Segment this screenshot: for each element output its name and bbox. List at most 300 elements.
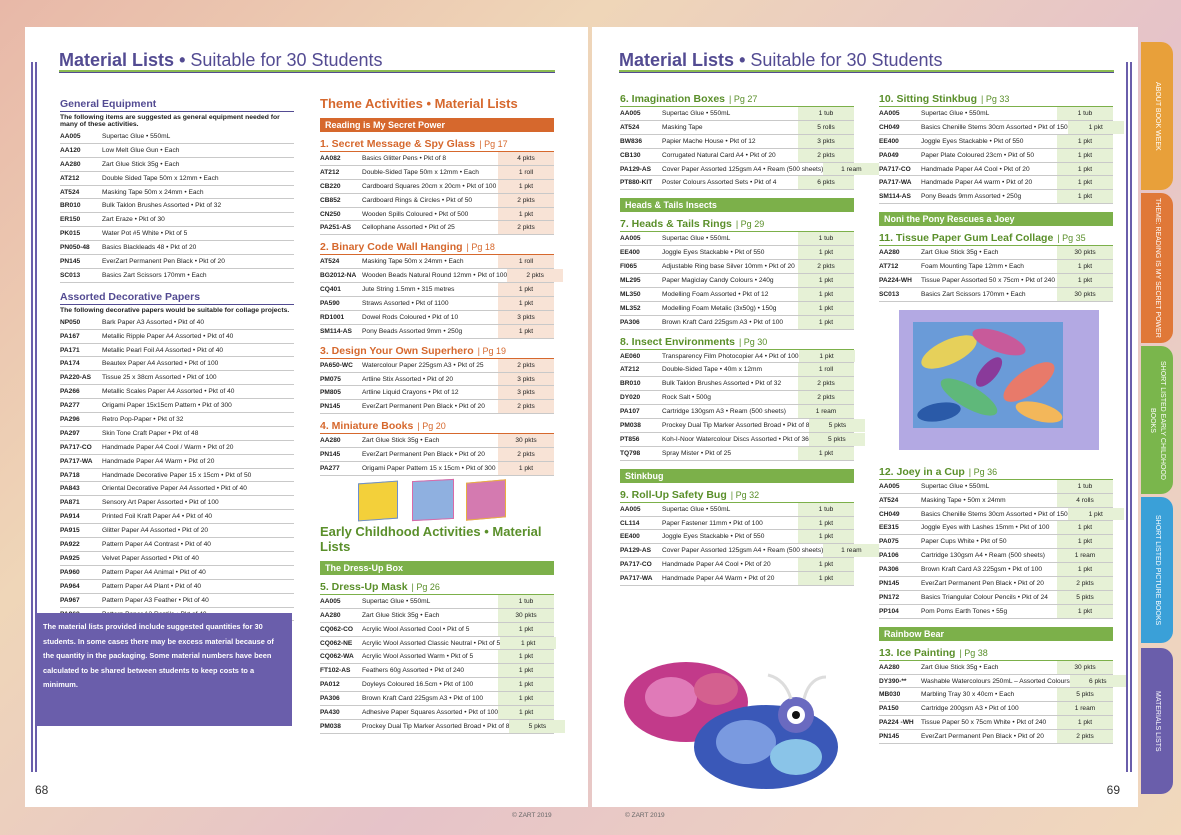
- product-description: Basics Blackleads 48 • Pkt of 20: [102, 244, 197, 252]
- product-code: SC013: [879, 290, 900, 298]
- product-description: Adjustable Ring base Silver 10mm • Pkt of 20: [662, 263, 795, 271]
- product-description: Retro Pop-Paper • Pkt of 32: [102, 416, 184, 424]
- product-code: PA717-CO: [60, 443, 92, 451]
- product-code: AE060: [620, 352, 641, 360]
- product-description: Koh-I-Noor Watercolour Discs Assorted • Pkt of 36: [662, 435, 809, 443]
- quantity: 6 pkts: [1070, 675, 1126, 688]
- product-description: Joggle Eyes Stackable • Pkt of 550: [662, 249, 765, 257]
- table-row: [60, 255, 294, 269]
- table-row: [60, 594, 294, 608]
- product-code: BR010: [620, 380, 641, 388]
- quantity: 1 pkt: [498, 462, 554, 475]
- table-row: [320, 208, 554, 222]
- product-code: EE315: [879, 524, 899, 532]
- product-code: PM805: [320, 389, 341, 397]
- product-code: EE400: [620, 533, 640, 541]
- item-list: [620, 232, 854, 329]
- product-code: AA005: [620, 110, 641, 117]
- product-code: PA717-CO: [879, 165, 911, 173]
- table-row: [879, 730, 1113, 744]
- item-list: [320, 595, 554, 734]
- page-border-line: [1126, 62, 1128, 772]
- product-code: AA280: [879, 663, 900, 671]
- quantity: 30 pkts: [498, 434, 554, 447]
- table-row: [879, 716, 1113, 730]
- product-code: AT712: [879, 263, 899, 271]
- quantity: 2 pkts: [798, 391, 854, 404]
- product-description: Dowel Rods Coloured • Pkt of 10: [362, 313, 459, 321]
- product-description: Spray Mister • Pkt of 25: [662, 449, 732, 457]
- table-row: [620, 503, 854, 517]
- quantity: 1 tub: [798, 232, 854, 245]
- tab-picture-books[interactable]: SHORT LISTED PICTURE BOOKS: [1141, 497, 1173, 643]
- section-band: Stinkbug: [620, 469, 854, 483]
- quantity: 1 tub: [1057, 480, 1113, 493]
- product-code: PN145: [879, 580, 900, 588]
- table-row: [879, 661, 1113, 675]
- quantity: 2 pkts: [798, 149, 854, 162]
- product-code: PA129-AS: [620, 165, 652, 173]
- table-row: [620, 419, 854, 433]
- product-code: BG2012-NA: [320, 272, 357, 280]
- product-description: EverZart Permanent Pen Black • Pkt of 20: [362, 451, 485, 459]
- quantity: 1 ream: [823, 544, 879, 557]
- product-code: CQ062-NE: [320, 639, 353, 647]
- table-row: [620, 135, 854, 149]
- table-row: [879, 675, 1113, 689]
- product-code: AA280: [60, 160, 81, 168]
- product-description: Prockey Dual Tip Marker Assorted Broad • Pkt of 8: [662, 422, 810, 430]
- product-code: AA005: [60, 133, 81, 140]
- table-row: [620, 544, 862, 558]
- quantity: 1 pkt: [498, 297, 554, 310]
- product-code: CB130: [620, 151, 641, 159]
- table-row: [320, 434, 554, 448]
- quantity: 1 tub: [498, 595, 554, 608]
- table-row: [879, 563, 1113, 577]
- product-code: PA306: [620, 318, 640, 326]
- quantity: 1 roll: [798, 363, 854, 376]
- table-row: [879, 591, 1113, 605]
- product-code: ER150: [60, 216, 81, 224]
- table-row: [60, 158, 294, 172]
- table-row: [60, 469, 294, 483]
- item-list: [620, 503, 862, 586]
- item-list: [879, 107, 1113, 204]
- item-list: [879, 480, 1113, 619]
- product-code: PA150: [879, 705, 899, 713]
- quantity: 1 pkt: [1057, 563, 1113, 576]
- table-row: [879, 480, 1113, 494]
- table-row: [320, 152, 554, 166]
- quantity: 1 pkt: [1057, 190, 1113, 203]
- quantity: 1 pkt: [1057, 135, 1113, 148]
- product-description: Oriental Decorative Paper A4 Assorted • Pkt of 40: [102, 485, 247, 493]
- product-description: Velvet Paper Assorted • Pkt of 40: [102, 554, 199, 562]
- quantity: 3 pkts: [798, 135, 854, 148]
- product-description: Marbling Tray 30 x 40cm • Each: [921, 691, 1015, 699]
- product-description: Jute String 1.5mm • 315 metres: [362, 286, 455, 294]
- product-description: EverZart Permanent Pen Black • Pkt of 20: [362, 403, 485, 411]
- product-description: Bulk Taklon Brushes Assorted • Pkt of 32: [662, 380, 782, 388]
- table-row: [879, 508, 1113, 522]
- product-description: Poster Colours Assorted Sets • Pkt of 4: [662, 179, 777, 187]
- product-description: Handmade Paper A4 Warm • Pkt of 20: [102, 457, 215, 465]
- table-row: [60, 357, 294, 371]
- product-description: EverZart Permanent Pen Black • Pkt of 20: [921, 580, 1044, 588]
- quantity: 1 pkt: [498, 208, 554, 221]
- product-code: PT856: [620, 435, 640, 443]
- product-description: Transparency Film Photocopier A4 • Pkt of 100: [662, 352, 799, 360]
- product-code: PA590: [320, 300, 340, 308]
- table-row: [879, 107, 1113, 121]
- product-description: Zart Glue Stick 35g • Each: [362, 611, 440, 619]
- table-row: [60, 269, 294, 283]
- product-code: PA914: [60, 513, 80, 521]
- product-description: Artline Stix Assorted • Pkt of 20: [362, 375, 453, 383]
- quantity: 1 pkt: [798, 274, 854, 287]
- item-list: [320, 152, 554, 235]
- product-code: PN050-48: [60, 244, 90, 252]
- quantity: 2 pkts: [498, 448, 554, 461]
- product-code: AA005: [620, 235, 641, 243]
- product-code: AT212: [620, 366, 640, 374]
- product-code: DY390-**: [879, 677, 907, 685]
- product-description: Basics Chenille Stems 30cm Assorted • Pkt of 150: [921, 510, 1068, 518]
- product-code: ML350: [620, 290, 641, 298]
- activity-heading: 10. Sitting Stinkbug | Pg 33: [879, 93, 1113, 107]
- section-heading: Assorted Decorative Papers: [60, 291, 294, 305]
- section-heading: General Equipment: [60, 98, 294, 112]
- product-code: AA005: [879, 110, 900, 117]
- quantity: 1 pkt: [498, 706, 554, 719]
- product-code: AA005: [879, 482, 900, 490]
- product-description: Pony Beads Assorted 9mm • 250g: [362, 327, 463, 335]
- quantity: 2 pkts: [1057, 577, 1113, 590]
- product-code: PA915: [60, 527, 80, 535]
- table-row: [879, 688, 1113, 702]
- product-code: AA280: [320, 611, 341, 619]
- product-code: PA306: [879, 566, 899, 574]
- quantity: 5 pkts: [809, 419, 865, 432]
- product-code: PA107: [620, 408, 640, 416]
- table-row: [60, 482, 294, 496]
- table-row: [320, 194, 554, 208]
- quantity: 1 ream: [1057, 549, 1113, 562]
- quantity: 1 pkt: [1057, 521, 1113, 534]
- tab-about-book-week[interactable]: ABOUT BOOK WEEK: [1141, 42, 1173, 190]
- table-row: [320, 359, 554, 373]
- table-row: [620, 558, 854, 572]
- activity-heading: 2. Binary Code Wall Hanging | Pg 18: [320, 241, 554, 255]
- quantity: 1 tub: [1057, 107, 1113, 120]
- table-row: [60, 144, 294, 158]
- quantity: 1 pkt: [798, 302, 854, 315]
- item-list: [320, 359, 554, 415]
- product-description: Low Melt Glue Gun • Each: [102, 146, 180, 154]
- table-row: [60, 524, 294, 538]
- product-description: Double-Sided Tape • 40m x 12mm: [662, 366, 763, 374]
- product-code: PA960: [60, 568, 80, 576]
- quantity: 4 pkts: [498, 152, 554, 165]
- product-code: PN172: [879, 593, 900, 601]
- table-row: [320, 664, 554, 678]
- table-row: [320, 623, 554, 637]
- product-description: Zart Glue Stick 35g • Each: [362, 437, 440, 445]
- activity-heading: 13. Ice Painting | Pg 38: [879, 647, 1113, 661]
- table-row: [60, 580, 294, 594]
- page-number: 69: [1106, 783, 1120, 797]
- product-description: Brown Kraft Card A3 225gsm • Pkt of 100: [921, 566, 1043, 574]
- activity-heading: 7. Heads & Tails Rings | Pg 29: [620, 218, 854, 232]
- table-row: [60, 330, 294, 344]
- product-code: BW836: [620, 137, 642, 145]
- product-description: Modelling Foam Assorted • Pkt of 12: [662, 290, 769, 298]
- left-column: [60, 92, 294, 621]
- product-code: PK015: [60, 230, 81, 238]
- quantity: 2 pkts: [498, 221, 554, 234]
- activity-heading: 11. Tissue Paper Gum Leaf Collage | Pg 35: [879, 232, 1113, 246]
- table-row: [620, 405, 854, 419]
- product-code: PA922: [60, 541, 80, 549]
- quantity: 5 pkts: [509, 720, 565, 733]
- product-description: Supertac Glue • 550mL: [662, 235, 731, 243]
- table-row: [620, 121, 854, 135]
- product-code: AT524: [879, 496, 899, 504]
- product-code: PA106: [879, 552, 899, 560]
- table-row: [320, 609, 554, 623]
- table-row: [879, 260, 1113, 274]
- page-title: Material Lists • Suitable for 30 Students: [619, 50, 943, 70]
- tab-materials-lists[interactable]: MATERIALS LISTS: [1141, 648, 1173, 794]
- table-row: [620, 163, 862, 177]
- table-row: [60, 213, 294, 227]
- table-row: [60, 496, 294, 510]
- product-description: Handmade Decorative Paper 15 x 15cm • Pkt of 50: [102, 471, 252, 479]
- table-row: [320, 448, 554, 462]
- table-row: [320, 678, 554, 692]
- table-row: [879, 549, 1113, 563]
- product-description: Adhesive Paper Squares Assorted • Pkt of 100: [362, 709, 499, 717]
- quantity: 1 pkt: [1057, 535, 1113, 548]
- product-code: PA718: [60, 471, 80, 479]
- quantity: 2 pkts: [798, 377, 854, 390]
- table-row: [320, 692, 554, 706]
- quantity: 1 pkt: [798, 558, 854, 571]
- product-code: AA280: [320, 437, 341, 445]
- table-row: [620, 246, 854, 260]
- table-row: [60, 566, 294, 580]
- product-code: RD1001: [320, 313, 345, 321]
- product-description: Cover Paper Assorted 125gsm A4 • Ream (500 sheets): [662, 547, 824, 555]
- product-code: PA075: [879, 538, 899, 546]
- table-row: [879, 605, 1113, 619]
- product-code: CH049: [879, 510, 900, 518]
- quantity: 5 pkts: [1057, 591, 1113, 604]
- table-row: [60, 199, 294, 213]
- table-row: [620, 377, 854, 391]
- product-code: FT102-AS: [320, 667, 351, 675]
- gum-leaf-collage-illustration: [879, 302, 1113, 460]
- table-row: [879, 149, 1113, 163]
- right-column-2: [879, 87, 1113, 744]
- product-code: PA306: [320, 695, 340, 703]
- table-row: [879, 190, 1113, 204]
- title-rule: [59, 70, 555, 73]
- table-row: [320, 269, 554, 283]
- table-row: [879, 288, 1113, 302]
- collage-image: [879, 302, 1113, 460]
- quantity: 30 pkts: [1057, 661, 1113, 674]
- table-row: [60, 441, 294, 455]
- product-code: PA297: [60, 429, 80, 437]
- product-code: PA012: [320, 681, 340, 689]
- product-description: Masking Tape: [662, 123, 703, 131]
- product-description: Masking Tape • 50m x 24mm: [921, 496, 1006, 504]
- table-row: [60, 427, 294, 441]
- right-page: [592, 27, 1138, 807]
- quantity: 1 tub: [798, 503, 854, 516]
- miniature-books-illustration: [320, 476, 554, 522]
- footer-copyright: © ZART 2019: [625, 812, 665, 819]
- product-code: ML295: [620, 277, 641, 285]
- product-code: PM038: [320, 722, 341, 730]
- quantity: 1 pkt: [798, 288, 854, 301]
- product-code: AA005: [620, 505, 641, 513]
- quantity: 1 pkt: [1057, 605, 1113, 618]
- quantity: 1 pkt: [1068, 508, 1124, 521]
- product-description: Handmade Paper A4 warm • Pkt of 20: [921, 179, 1033, 187]
- table-row: [620, 391, 854, 405]
- item-list: [879, 246, 1113, 302]
- product-description: Acrylic Wool Assorted Cool • Pkt of 5: [362, 625, 470, 633]
- table-row: [620, 176, 854, 190]
- table-row: [320, 400, 554, 414]
- product-code: SM114-AS: [879, 193, 911, 201]
- table-row: [620, 260, 854, 274]
- product-description: Cartridge 200gsm A3 • Pkt of 100: [921, 705, 1019, 713]
- quantity: 1 pkt: [498, 664, 554, 677]
- theme-column: [320, 92, 554, 734]
- right-column-1: [620, 87, 862, 586]
- product-description: Paper Plate Coloured 23cm • Pkt of 50: [921, 151, 1034, 159]
- product-code: AT212: [60, 174, 80, 182]
- table-row: [620, 530, 854, 544]
- product-description: Prockey Dual Tip Marker Assorted Broad • Pkt of 8: [362, 722, 510, 730]
- product-description: Rock Salt • 500g: [662, 394, 711, 402]
- table-row: [320, 221, 554, 235]
- product-description: Supertac Glue • 550mL: [102, 133, 171, 140]
- product-description: Supertac Glue • 550mL: [921, 482, 990, 490]
- product-code: PA430: [320, 709, 340, 717]
- table-row: [879, 535, 1113, 549]
- table-row: [320, 325, 554, 339]
- product-description: Paper Cups White • Pkt of 50: [921, 538, 1007, 546]
- product-code: NP050: [60, 318, 81, 326]
- table-row: [620, 288, 854, 302]
- product-description: Pom Poms Earth Tones • 55g: [921, 607, 1008, 615]
- quantity: 1 pkt: [498, 692, 554, 705]
- quantity: 30 pkts: [1057, 288, 1113, 301]
- table-row: [879, 702, 1113, 716]
- tab-theme[interactable]: THEME: READING IS MY SECRET POWER: [1141, 193, 1173, 343]
- product-description: Joggle Eyes Stackable • Pkt of 550: [921, 137, 1024, 145]
- quantity: 1 pkt: [498, 678, 554, 691]
- product-description: Sensory Art Paper Assorted • Pkt of 100: [102, 499, 219, 507]
- quantity: 1 pkt: [798, 530, 854, 543]
- table-row: [620, 447, 854, 461]
- table-row: [879, 135, 1113, 149]
- item-list: [60, 316, 294, 622]
- product-description: Brown Kraft Card 225gsm A3 • Pkt of 100: [362, 695, 484, 703]
- product-description: Zart Glue Stick 35g • Each: [921, 663, 999, 671]
- product-description: Tissue 25 x 38cm Assorted • Pkt of 100: [102, 374, 217, 382]
- table-row: [60, 316, 294, 330]
- product-code: PA220-AS: [60, 374, 92, 382]
- quantity: 1 pkt: [498, 180, 554, 193]
- product-description: Foam Mounting Tape 12mm • Each: [921, 263, 1024, 271]
- product-code: AA120: [60, 146, 81, 154]
- quantity: 2 pkts: [507, 269, 563, 282]
- product-code: PA964: [60, 582, 80, 590]
- stinkbug-illustration: [616, 647, 856, 797]
- quantity: 2 pkts: [498, 400, 554, 413]
- product-description: EverZart Permanent Pen Black • Pkt of 20: [921, 733, 1044, 741]
- quantity: 1 ream: [798, 405, 854, 418]
- product-code: PA871: [60, 499, 80, 507]
- product-description: Pattern Paper A4 Animal • Pkt of 40: [102, 568, 206, 576]
- quantity: 2 pkts: [498, 194, 554, 207]
- quantity: 1 pkt: [1057, 260, 1113, 273]
- activity-heading: 9. Roll-Up Safety Bug | Pg 32: [620, 489, 854, 503]
- footer-copyright: © ZART 2019: [512, 812, 552, 819]
- product-description: Double-Sided Tape 50m x 12mm • Each: [362, 168, 479, 176]
- tab-early-childhood[interactable]: SHORT LISTED EARLY CHILDHOOD BOOKS: [1141, 346, 1173, 494]
- product-description: Glitter Paper A4 Assorted • Pkt of 20: [102, 527, 209, 535]
- quantity: 1 pkt: [798, 246, 854, 259]
- product-description: Handmade Paper A4 Cool • Pkt of 20: [921, 165, 1030, 173]
- page-border-line: [31, 62, 33, 772]
- quantity: 1 pkt: [1057, 149, 1113, 162]
- quantity: 5 pkts: [809, 433, 865, 446]
- product-code: PA717-WA: [879, 179, 912, 187]
- product-description: Metallic Scales Paper A4 Assorted • Pkt of 40: [102, 388, 235, 396]
- product-description: Washable Watercolours 250mL – Assorted Colours: [921, 677, 1070, 685]
- table-row: [320, 373, 554, 387]
- product-description: Basics Zart Scissors 170mm • Each: [921, 290, 1026, 298]
- mini-book-image: [466, 479, 506, 520]
- product-description: Zart Glue Stick 35g • Each: [102, 160, 180, 168]
- product-code: PA174: [60, 360, 80, 368]
- product-code: PN145: [320, 403, 341, 411]
- product-code: PA251-AS: [320, 224, 352, 232]
- product-description: Zart Eraze • Pkt of 30: [102, 216, 165, 224]
- table-row: [620, 107, 854, 121]
- product-description: Basics Zart Scissors 170mm • Each: [102, 271, 207, 279]
- table-row: [620, 232, 854, 246]
- product-code: PA717-WA: [60, 457, 93, 465]
- product-description: Bark Paper A3 Assorted • Pkt of 40: [102, 318, 205, 326]
- table-row: [320, 297, 554, 311]
- product-code: SM114-AS: [320, 327, 352, 335]
- quantity: 1 pkt: [799, 350, 855, 363]
- quantity: 30 pkts: [498, 609, 554, 622]
- quantity: 1 pkt: [798, 517, 854, 530]
- table-row: [879, 274, 1113, 288]
- table-row: [60, 399, 294, 413]
- quantity: 2 pkts: [498, 359, 554, 372]
- title-rule: [619, 70, 1114, 73]
